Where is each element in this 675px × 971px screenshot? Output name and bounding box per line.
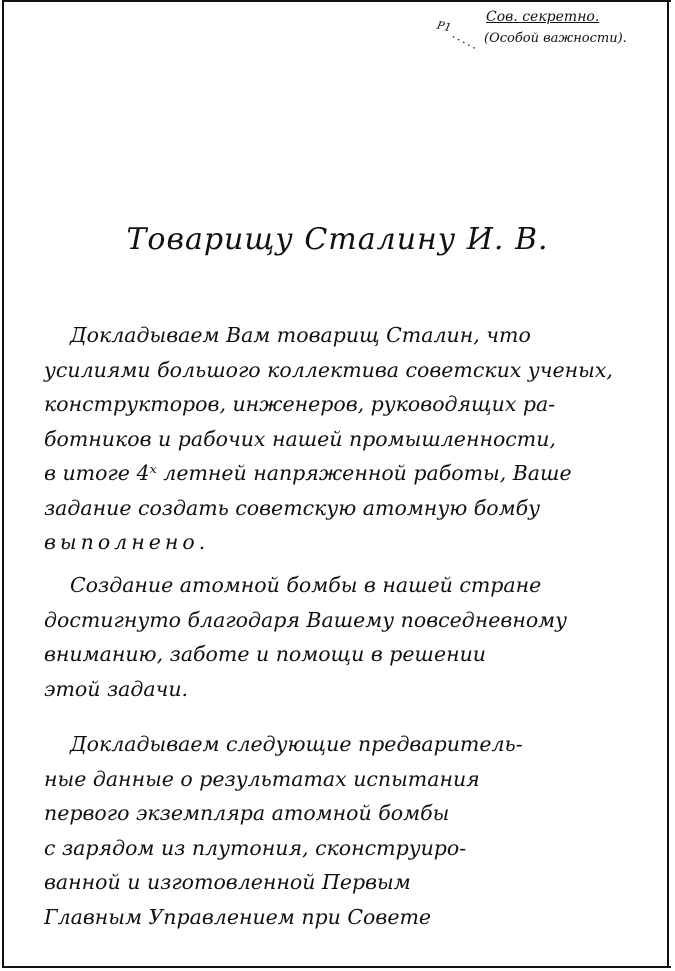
- classification-label: Сов. секретно.: [486, 9, 600, 25]
- text-line: ботников и рабочих нашей промышленности,: [44, 426, 556, 451]
- text-line: Главным Управлением при Совете: [44, 904, 432, 929]
- text-line: задание создать советскую атомную бомбу: [44, 495, 541, 520]
- text-line: ванной и изготовленной Первым: [44, 870, 411, 894]
- text-line: выполнено.: [44, 530, 210, 554]
- paragraph-1: [44, 318, 644, 560]
- page-border-bottom: [4, 966, 671, 968]
- text-line: Докладываем следующие предваритель-: [70, 732, 523, 756]
- stamp-mark: Р1: [435, 18, 453, 35]
- page-border-left: [2, 0, 4, 968]
- paragraph-3: [44, 727, 644, 934]
- text-line: Создание атомной бомбы в нашей стране: [70, 573, 542, 597]
- text-line: ные данные о результатах испытания: [44, 766, 480, 791]
- text-line: достигнуто благодаря Вашему повседневному: [44, 607, 568, 632]
- text-line: этой задачи.: [44, 676, 189, 701]
- text-line: конструкторов, инженеров, руководящих ра-: [44, 392, 556, 416]
- stamp-dots: ·····: [448, 30, 481, 57]
- text-line: первого экземпляра атомной бомбы: [44, 801, 450, 825]
- text-line: вниманию, заботе и помощи в решении: [44, 642, 486, 666]
- letter-address: Товарищу Сталину И. В.: [126, 222, 549, 257]
- paragraph-2: [44, 568, 644, 706]
- page-border-top: [4, 0, 671, 2]
- text-line: в итоге 4ˣ летней напряженной работы, Ваше: [44, 461, 572, 485]
- text-line: Докладываем Вам товарищ Сталин, что: [70, 323, 531, 347]
- classification-stamp: [484, 6, 654, 50]
- text-line: с зарядом из плутония, сконструиро-: [44, 835, 467, 860]
- text-line: усилиями большого коллектива советских ученых,: [44, 357, 613, 382]
- importance-label: (Особой важности).: [484, 31, 627, 46]
- page-border-right: [667, 0, 669, 968]
